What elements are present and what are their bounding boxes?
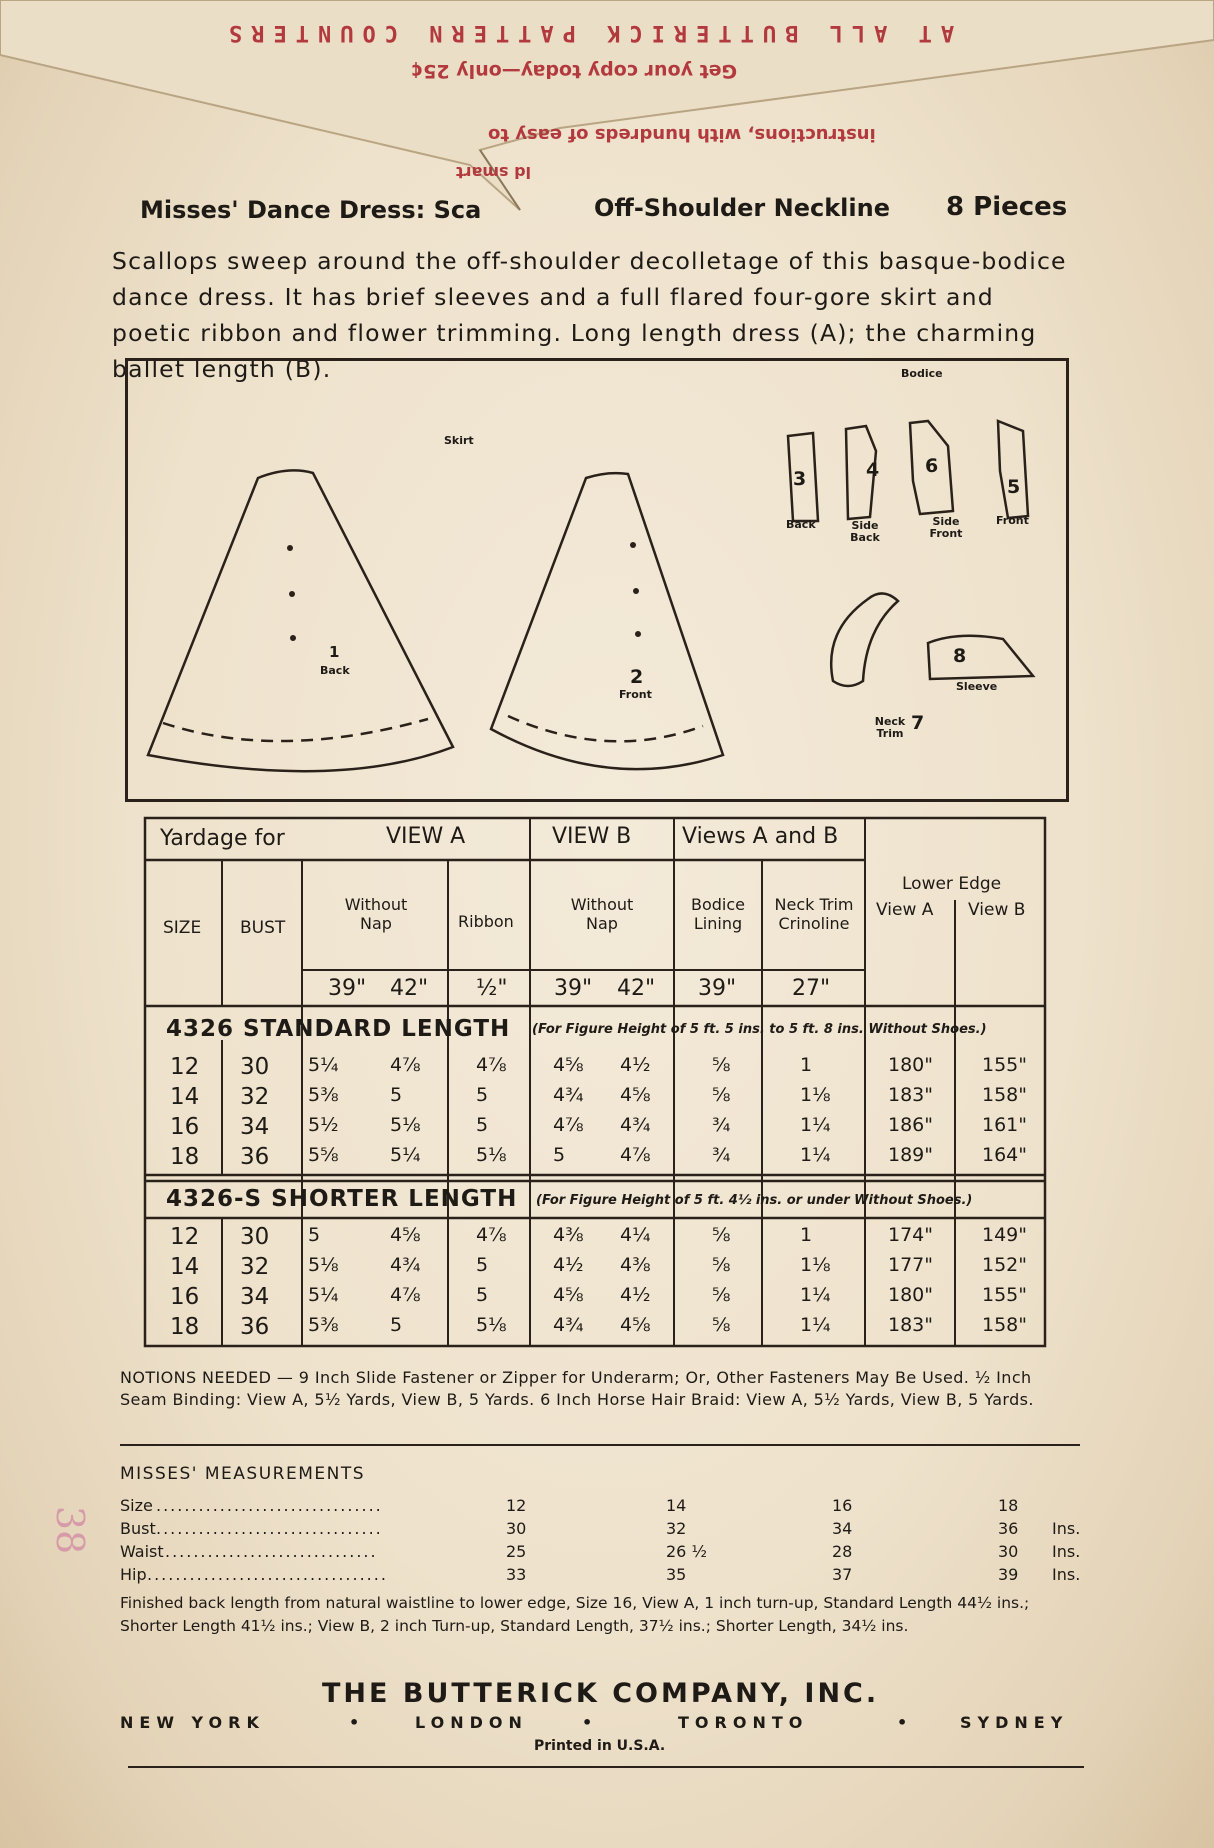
divider-notions <box>120 1444 1080 1446</box>
measurement-value: 32 <box>666 1519 687 1538</box>
shorter-length-title: 4326-S SHORTER LENGTH <box>166 1186 518 1212</box>
skirt-label: Skirt <box>444 434 474 447</box>
yardage-cell: 18 <box>170 1314 200 1340</box>
city-toronto: TORONTO <box>678 1713 809 1732</box>
yardage-cell: 4¾ <box>553 1084 584 1106</box>
yardage-cell: 36 <box>240 1144 270 1170</box>
yardage-cell: 4½ <box>553 1254 584 1276</box>
width-bodice: 39" <box>698 976 737 1001</box>
col-neck-trim: Neck Trim Crinoline <box>774 895 854 933</box>
view-a-header: VIEW A <box>386 824 466 849</box>
measurement-label: Bust <box>120 1519 156 1538</box>
col-bust: BUST <box>240 918 286 938</box>
yardage-cell: 5⅛ <box>476 1314 507 1336</box>
measurements-title: MISSES' MEASUREMENTS <box>120 1464 365 1484</box>
yardage-cell: 155" <box>982 1054 1028 1076</box>
yardage-cell: 4⅝ <box>553 1284 584 1306</box>
pattern-title-left: Misses' Dance Dress: Sca <box>140 196 482 224</box>
col-bodice-lining: Bodice Lining <box>690 895 745 933</box>
stamp-line-3: instructions, with hundreds of easy to <box>488 124 876 145</box>
piece-3-name: Back <box>786 518 816 531</box>
yardage-cell: 4½ <box>620 1284 651 1306</box>
yardage-cell: 4⅝ <box>620 1314 651 1336</box>
yardage-cell: 1¼ <box>800 1314 831 1336</box>
measurement-value: 18 <box>998 1496 1019 1515</box>
view-b-header: VIEW B <box>552 824 632 849</box>
yardage-cell: 5⅜ <box>308 1314 339 1336</box>
yardage-cell: 5⅛ <box>390 1114 421 1136</box>
yardage-cell: 4⅞ <box>390 1284 421 1306</box>
yardage-cell: 4⅝ <box>390 1224 421 1246</box>
yardage-cell: 152" <box>982 1254 1028 1276</box>
yardage-cell: 34 <box>240 1284 270 1310</box>
yardage-cell: 5 <box>390 1084 403 1106</box>
shorter-length-note: (For Figure Height of 5 ft. 4½ ins. or under Without Shoes.) <box>536 1193 973 1208</box>
yardage-cell: 16 <box>170 1284 200 1310</box>
yardage-cell: 189" <box>888 1144 934 1166</box>
piece-4-number: 4 <box>866 459 880 481</box>
col-lower-view-b: View B <box>968 900 1026 920</box>
yardage-cell: 183" <box>888 1084 934 1106</box>
col-without-nap-a: Without Nap <box>344 895 408 933</box>
measurement-value: 37 <box>832 1565 853 1584</box>
yardage-cell: 12 <box>170 1054 200 1080</box>
width-42-a: 42" <box>390 976 429 1001</box>
measurement-value: 28 <box>832 1542 853 1561</box>
notions-needed: NOTIONS NEEDED — 9 Inch Slide Fastener or Zipper for Underarm; Or, Other Fasteners May Be Used. ½ Inch Seam Binding: View A, 5½ Yards, View B, 5 Yards. 6 Inch Horse Hair Braid: View A, 5½ Yards, View B, 5 Yards. <box>120 1368 1034 1409</box>
yardage-cell: 5½ <box>308 1114 339 1136</box>
yardage-cell: 14 <box>170 1084 200 1110</box>
yardage-cell: ¾ <box>712 1114 731 1136</box>
width-39-a: 39" <box>328 976 367 1001</box>
yardage-cell: 18 <box>170 1144 200 1170</box>
yardage-cell: 149" <box>982 1224 1028 1246</box>
measurement-unit: Ins. <box>1052 1542 1081 1561</box>
description: Scallops sweep around the off-shoulder decolletage of this basque-bodice dance dress. It has brief sleeves and a full flared four-gore skirt and poetic ribbon and flower trimming. Long length dress (A); the charming ballet length (B). <box>112 247 1067 383</box>
measurement-value: 30 <box>998 1542 1019 1561</box>
width-neck-trim: 27" <box>792 976 831 1001</box>
stamp-line-2: Get your copy today—only 25¢ <box>410 60 738 82</box>
measurement-unit: Ins. <box>1052 1565 1081 1584</box>
pencil-mark: 38 <box>48 1505 93 1555</box>
yardage-cell: 5⅛ <box>476 1144 507 1166</box>
dot-leader: .................................. <box>147 1565 388 1584</box>
yardage-cell: 4⅞ <box>620 1144 651 1166</box>
col-lower-edge: Lower Edge <box>902 874 1002 894</box>
yardage-cell: 5 <box>476 1084 489 1106</box>
yardage-cell: 5 <box>553 1144 566 1166</box>
yardage-cell: ⅝ <box>712 1084 731 1106</box>
yardage-cell: 4⅞ <box>390 1054 421 1076</box>
yardage-cell: 180" <box>888 1054 934 1076</box>
yardage-cell: 158" <box>982 1084 1028 1106</box>
width-42-b: 42" <box>617 976 656 1001</box>
yardage-cell: 4¾ <box>620 1114 651 1136</box>
city-bullet-2: • <box>582 1713 599 1732</box>
piece-7-number: 7 <box>911 712 925 734</box>
piece-5-number: 5 <box>1007 476 1021 498</box>
piece-7-name: Neck Trim <box>874 715 906 740</box>
yardage-cell: 5 <box>476 1114 489 1136</box>
measurement-label: Hip <box>120 1565 147 1584</box>
yardage-cell: 5⅜ <box>308 1084 339 1106</box>
stamp-line-1: AT ALL BUTTERICK PATTERN COUNTERS <box>220 20 955 45</box>
city-sydney: SYDNEY <box>960 1713 1069 1732</box>
yardage-cell: ⅝ <box>712 1284 731 1306</box>
yardage-cell: 1¼ <box>800 1114 831 1136</box>
yardage-cell: 1¼ <box>800 1144 831 1166</box>
yardage-cell: 5⅝ <box>308 1144 339 1166</box>
piece-8-number: 8 <box>953 645 967 667</box>
divider-footer <box>128 1766 1084 1768</box>
yardage-cell: ⅝ <box>712 1314 731 1336</box>
col-ribbon: Ribbon <box>458 912 514 931</box>
yardage-cell: 5 <box>308 1224 321 1246</box>
company-name: THE BUTTERICK COMPANY, INC. <box>322 1678 880 1709</box>
col-size: SIZE <box>163 918 202 938</box>
yardage-cell: 4¾ <box>390 1254 421 1276</box>
yardage-cell: 5¼ <box>308 1054 339 1076</box>
yardage-cell: 158" <box>982 1314 1028 1336</box>
city-bullet-3: • <box>897 1713 914 1732</box>
views-ab-header: Views A and B <box>682 824 839 849</box>
yardage-cell: 177" <box>888 1254 934 1276</box>
yardage-cell: ⅝ <box>712 1054 731 1076</box>
yardage-cell: 1 <box>800 1054 813 1076</box>
yardage-cell: 4⅝ <box>553 1054 584 1076</box>
yardage-cell: 5 <box>476 1284 489 1306</box>
measurement-value: 34 <box>832 1519 853 1538</box>
measurement-unit: Ins. <box>1052 1519 1081 1538</box>
piece-1-number: 1 <box>329 643 340 661</box>
yardage-cell: 14 <box>170 1254 200 1280</box>
piece-2-name: Front <box>619 688 652 701</box>
yardage-cell: 30 <box>240 1054 270 1080</box>
measurement-value: 39 <box>998 1565 1019 1584</box>
col-without-nap-b: Without Nap <box>570 895 634 933</box>
yardage-cell: 5 <box>390 1314 403 1336</box>
yardage-cell: 4⅞ <box>476 1054 507 1076</box>
yardage-cell: 4⅞ <box>476 1224 507 1246</box>
yardage-cell: 1¼ <box>800 1284 831 1306</box>
measurement-label: Waist <box>120 1542 164 1561</box>
dot-leader: ................................ <box>156 1496 383 1515</box>
width-ribbon: ½" <box>476 976 508 1001</box>
measurement-label: Size <box>120 1496 153 1515</box>
measurement-value: 36 <box>998 1519 1019 1538</box>
yardage-cell: 4⅜ <box>620 1254 651 1276</box>
standard-length-title: 4326 STANDARD LENGTH <box>166 1016 511 1042</box>
piece-5-name: Front <box>996 514 1029 527</box>
bodice-label: Bodice <box>901 367 943 380</box>
piece-6-name: Side Front <box>929 515 963 540</box>
measurement-value: 25 <box>506 1542 527 1561</box>
yardage-cell: 32 <box>240 1254 270 1280</box>
yardage-cell: 183" <box>888 1314 934 1336</box>
piece-4-name: Side Back <box>850 519 880 544</box>
yardage-cell: 30 <box>240 1224 270 1250</box>
yardage-cell: 5 <box>476 1254 489 1276</box>
yardage-cell: 32 <box>240 1084 270 1110</box>
yardage-cell: 4¾ <box>553 1314 584 1336</box>
yardage-cell: 4⅝ <box>620 1084 651 1106</box>
yardage-cell: 1 <box>800 1224 813 1246</box>
finished-length-note: Finished back length from natural waistline to lower edge, Size 16, View A, 1 inch turn-up, Standard Length 44½ ins.; Shorter Length 41½ ins.; View B, 2 inch Turn-up, Standard Length, 37½ ins.; Shorter Length, 34½ ins. <box>120 1594 1030 1635</box>
col-lower-view-a: View A <box>876 900 934 920</box>
pieces-count: 8 Pieces <box>946 192 1068 222</box>
piece-6-number: 6 <box>925 455 939 477</box>
piece-8-name: Sleeve <box>956 680 998 693</box>
city-bullet-1: • <box>349 1713 366 1732</box>
yardage-cell: ⅝ <box>712 1254 731 1276</box>
yardage-cell: 174" <box>888 1224 934 1246</box>
measurement-value: 35 <box>666 1565 687 1584</box>
width-39-b: 39" <box>554 976 593 1001</box>
measurement-value: 33 <box>506 1565 527 1584</box>
dot-leader: .............................. <box>165 1542 378 1561</box>
stamp-line-4: ld smart <box>456 163 532 182</box>
yardage-cell: 4⅜ <box>553 1224 584 1246</box>
pattern-title-right: Off-Shoulder Neckline <box>594 194 890 222</box>
piece-3-number: 3 <box>793 468 807 490</box>
yardage-cell: 180" <box>888 1284 934 1306</box>
measurement-value: 30 <box>506 1519 527 1538</box>
yardage-cell: 4⅞ <box>553 1114 584 1136</box>
standard-length-note: (For Figure Height of 5 ft. 5 ins. to 5 ft. 8 ins. Without Shoes.) <box>532 1022 987 1037</box>
measurement-value: 12 <box>506 1496 527 1515</box>
city-london: LONDON <box>415 1713 528 1732</box>
yardage-cell: ⅝ <box>712 1224 731 1246</box>
yardage-cell: 4½ <box>620 1054 651 1076</box>
measurement-value: 14 <box>666 1496 687 1515</box>
measurement-value: 16 <box>832 1496 853 1515</box>
city-new-york: NEW YORK <box>120 1713 265 1732</box>
yardage-cell: 5¼ <box>308 1284 339 1306</box>
yardage-cell: 5⅛ <box>308 1254 339 1276</box>
dot-leader: ................................ <box>156 1519 383 1538</box>
yardage-cell: 34 <box>240 1114 270 1140</box>
yardage-cell: 164" <box>982 1144 1028 1166</box>
yardage-cell: ¾ <box>712 1144 731 1166</box>
measurement-value: 26 ½ <box>666 1542 707 1561</box>
yardage-cell: 36 <box>240 1314 270 1340</box>
piece-1-name: Back <box>320 664 350 677</box>
yardage-title: Yardage for <box>160 826 285 851</box>
piece-2-number: 2 <box>630 666 644 688</box>
yardage-cell: 155" <box>982 1284 1028 1306</box>
yardage-cell: 186" <box>888 1114 934 1136</box>
yardage-cell: 4¼ <box>620 1224 651 1246</box>
yardage-cell: 12 <box>170 1224 200 1250</box>
yardage-cell: 1⅛ <box>800 1254 831 1276</box>
yardage-cell: 16 <box>170 1114 200 1140</box>
printed-in: Printed in U.S.A. <box>534 1738 666 1754</box>
yardage-cell: 1⅛ <box>800 1084 831 1106</box>
yardage-cell: 161" <box>982 1114 1028 1136</box>
yardage-cell: 5¼ <box>390 1144 421 1166</box>
